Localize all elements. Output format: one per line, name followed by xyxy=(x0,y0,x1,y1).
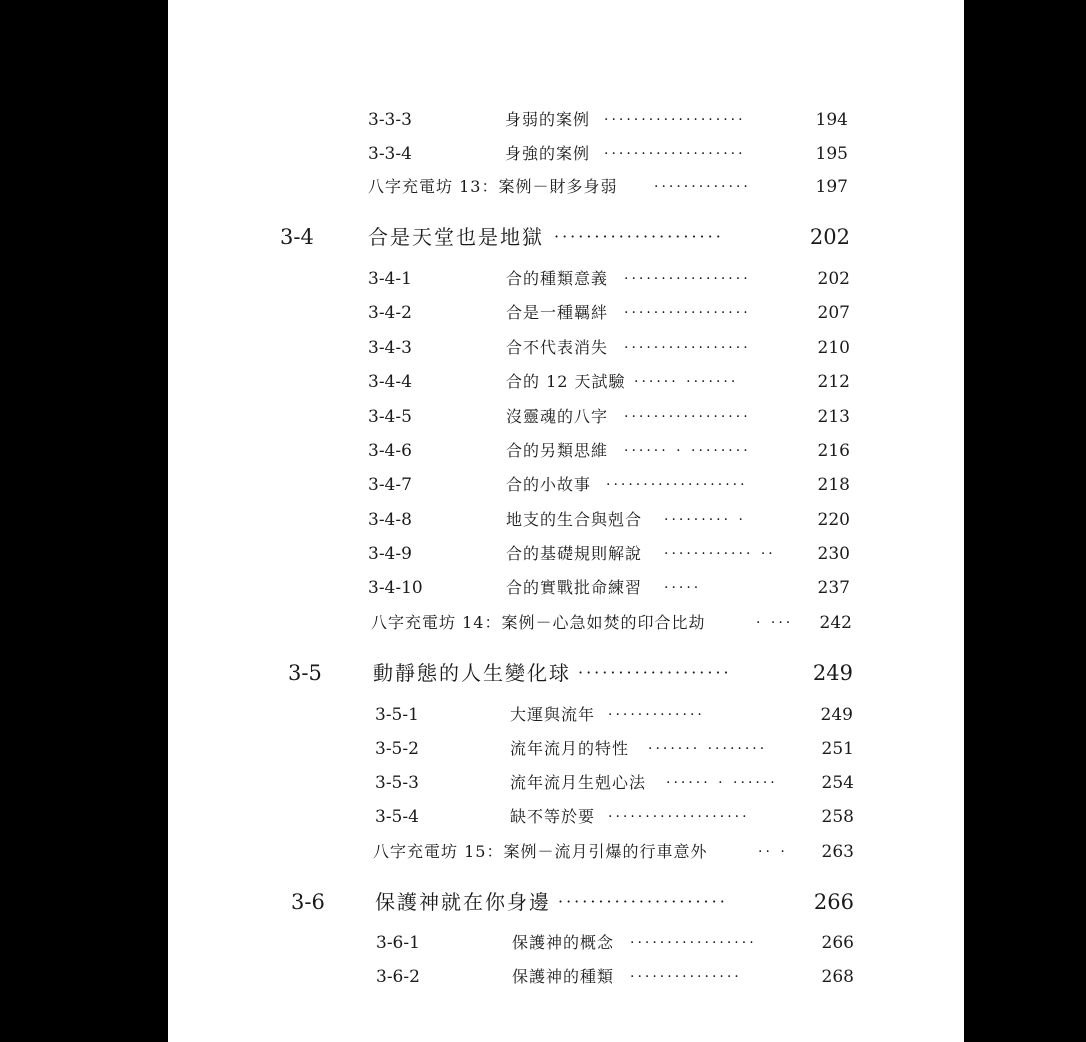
toc-entry xyxy=(168,470,964,500)
entry-title: 身弱的案例 xyxy=(505,110,591,129)
entry-number: 3-5-1 xyxy=(375,705,419,725)
entry-title: 大運與流年 xyxy=(510,705,596,724)
section-title: 動靜態的人生變化球 xyxy=(373,661,571,685)
toc-entry xyxy=(168,264,964,294)
leader-dots: ················· xyxy=(624,271,751,287)
toc-entry xyxy=(168,105,964,135)
entry-page-number: 194 xyxy=(815,110,848,130)
leader-dots: · ··· xyxy=(756,615,794,631)
entry-page-number: 220 xyxy=(817,510,850,530)
entry-number: 3-6-1 xyxy=(376,933,420,953)
entry-number: 3-4-4 xyxy=(368,372,412,392)
toc-entry xyxy=(168,333,964,363)
entry-page-number: 195 xyxy=(815,144,848,164)
entry-number: 3-4-2 xyxy=(368,303,412,323)
entry-page-number: 213 xyxy=(817,407,850,427)
leader-dots: ··················· xyxy=(604,112,746,128)
toc-entry xyxy=(168,172,964,202)
entry-title: 保護神的種類 xyxy=(512,967,615,986)
section-page-number: 266 xyxy=(813,890,854,914)
toc-entry xyxy=(168,505,964,535)
entry-number: 3-4-9 xyxy=(368,544,412,564)
toc-entry xyxy=(168,768,964,798)
leader-dots: ············· xyxy=(654,179,751,195)
entry-page-number: 237 xyxy=(817,578,850,598)
entry-number: 3-3-3 xyxy=(368,110,412,130)
entry-title: 合的基礎規則解說 xyxy=(506,544,643,563)
entry-page-number: 210 xyxy=(817,338,850,358)
leader-dots: ················· xyxy=(630,935,757,951)
toc-section xyxy=(168,658,964,688)
entry-title: 合是一種羈絆 xyxy=(506,303,609,322)
section-number: 3-4 xyxy=(280,225,314,249)
leader-dots: ····· xyxy=(664,580,702,596)
leader-dots: ······· ········ xyxy=(648,741,768,757)
entry-page-number: 202 xyxy=(817,269,850,289)
entry-number: 3-5-3 xyxy=(375,773,419,793)
entry-title: 八字充電坊 15：案例－流月引爆的行車意外 xyxy=(373,842,708,861)
entry-title: 地支的生合與剋合 xyxy=(506,510,643,529)
entry-page-number: 197 xyxy=(815,177,848,197)
section-page-number: 249 xyxy=(812,661,853,685)
entry-number: 3-4-6 xyxy=(368,441,412,461)
toc-entry xyxy=(168,962,964,992)
leader-dots: ······ ······· xyxy=(634,374,739,390)
entry-number: 3-4-7 xyxy=(368,475,412,495)
leader-dots: ········· · xyxy=(664,512,746,528)
leader-dots: ····················· xyxy=(558,892,728,911)
entry-number: 3-5-4 xyxy=(375,807,419,827)
entry-title: 沒靈魂的八字 xyxy=(506,407,609,426)
toc-entry xyxy=(168,734,964,764)
section-page-number: 202 xyxy=(809,225,850,249)
toc-entry xyxy=(168,539,964,569)
entry-page-number: 251 xyxy=(821,739,854,759)
entry-page-number: 218 xyxy=(817,475,850,495)
leader-dots: ··················· xyxy=(606,477,748,493)
toc-section xyxy=(168,222,964,252)
entry-title: 合的 12 天試驗 xyxy=(506,372,626,391)
leader-dots: ·· · xyxy=(758,844,788,860)
section-title: 保護神就在你身邊 xyxy=(375,890,551,914)
section-number: 3-5 xyxy=(288,661,322,685)
entry-title: 流年流月生剋心法 xyxy=(510,773,647,792)
entry-title: 保護神的概念 xyxy=(512,933,615,952)
entry-title: 缺不等於要 xyxy=(510,807,596,826)
section-number: 3-6 xyxy=(291,890,325,914)
toc-entry xyxy=(168,837,964,867)
leader-dots: ················· xyxy=(624,409,751,425)
entry-number: 3-6-2 xyxy=(376,967,420,987)
leader-dots: ················· xyxy=(624,305,751,321)
entry-page-number: 249 xyxy=(820,705,853,725)
entry-title: 八字充電坊 13：案例－財多身弱 xyxy=(368,177,618,196)
entry-title: 八字充電坊 14：案例－心急如焚的印合比劫 xyxy=(371,613,706,632)
entry-page-number: 258 xyxy=(821,807,854,827)
leader-dots: ················· xyxy=(624,340,751,356)
entry-number: 3-4-5 xyxy=(368,407,412,427)
entry-title: 流年流月的特性 xyxy=(510,739,630,758)
entry-title: 合的小故事 xyxy=(506,475,592,494)
toc-entry xyxy=(168,608,964,638)
entry-number: 3-4-10 xyxy=(368,578,423,598)
toc-entry xyxy=(168,928,964,958)
leader-dots: ······ · ········ xyxy=(624,443,751,459)
toc-entry xyxy=(168,367,964,397)
toc-entry xyxy=(168,573,964,603)
entry-page-number: 242 xyxy=(819,613,852,633)
section-title: 合是天堂也是地獄 xyxy=(368,225,544,249)
entry-number: 3-4-3 xyxy=(368,338,412,358)
toc-entry xyxy=(168,139,964,169)
entry-page-number: 207 xyxy=(817,303,850,323)
entry-title: 合的實戰批命練習 xyxy=(506,578,643,597)
entry-number: 3-3-4 xyxy=(368,144,412,164)
leader-dots: ············ ·· xyxy=(664,546,776,562)
leader-dots: ··················· xyxy=(604,146,746,162)
toc-section xyxy=(168,887,964,917)
leader-dots: ····················· xyxy=(554,227,724,246)
toc-entry xyxy=(168,700,964,730)
book-page xyxy=(168,0,964,1042)
entry-number: 3-5-2 xyxy=(375,739,419,759)
leader-dots: ··················· xyxy=(608,809,750,825)
leader-dots: ······ · ······ xyxy=(666,775,778,791)
entry-title: 身強的案例 xyxy=(505,144,591,163)
entry-title: 合的種類意義 xyxy=(506,269,609,288)
leader-dots: ··················· xyxy=(578,663,732,682)
entry-number: 3-4-8 xyxy=(368,510,412,530)
entry-page-number: 212 xyxy=(817,372,850,392)
leader-dots: ··············· xyxy=(630,969,742,985)
leader-dots: ············· xyxy=(608,707,705,723)
toc-entry xyxy=(168,802,964,832)
entry-title: 合不代表消失 xyxy=(506,338,609,357)
entry-number: 3-4-1 xyxy=(368,269,412,289)
entry-title: 合的另類思維 xyxy=(506,441,609,460)
toc-entry xyxy=(168,436,964,466)
entry-page-number: 216 xyxy=(817,441,850,461)
entry-page-number: 230 xyxy=(817,544,850,564)
toc-entry xyxy=(168,402,964,432)
entry-page-number: 263 xyxy=(821,842,854,862)
toc-entry xyxy=(168,298,964,328)
entry-page-number: 266 xyxy=(821,933,854,953)
entry-page-number: 268 xyxy=(821,967,854,987)
entry-page-number: 254 xyxy=(821,773,854,793)
